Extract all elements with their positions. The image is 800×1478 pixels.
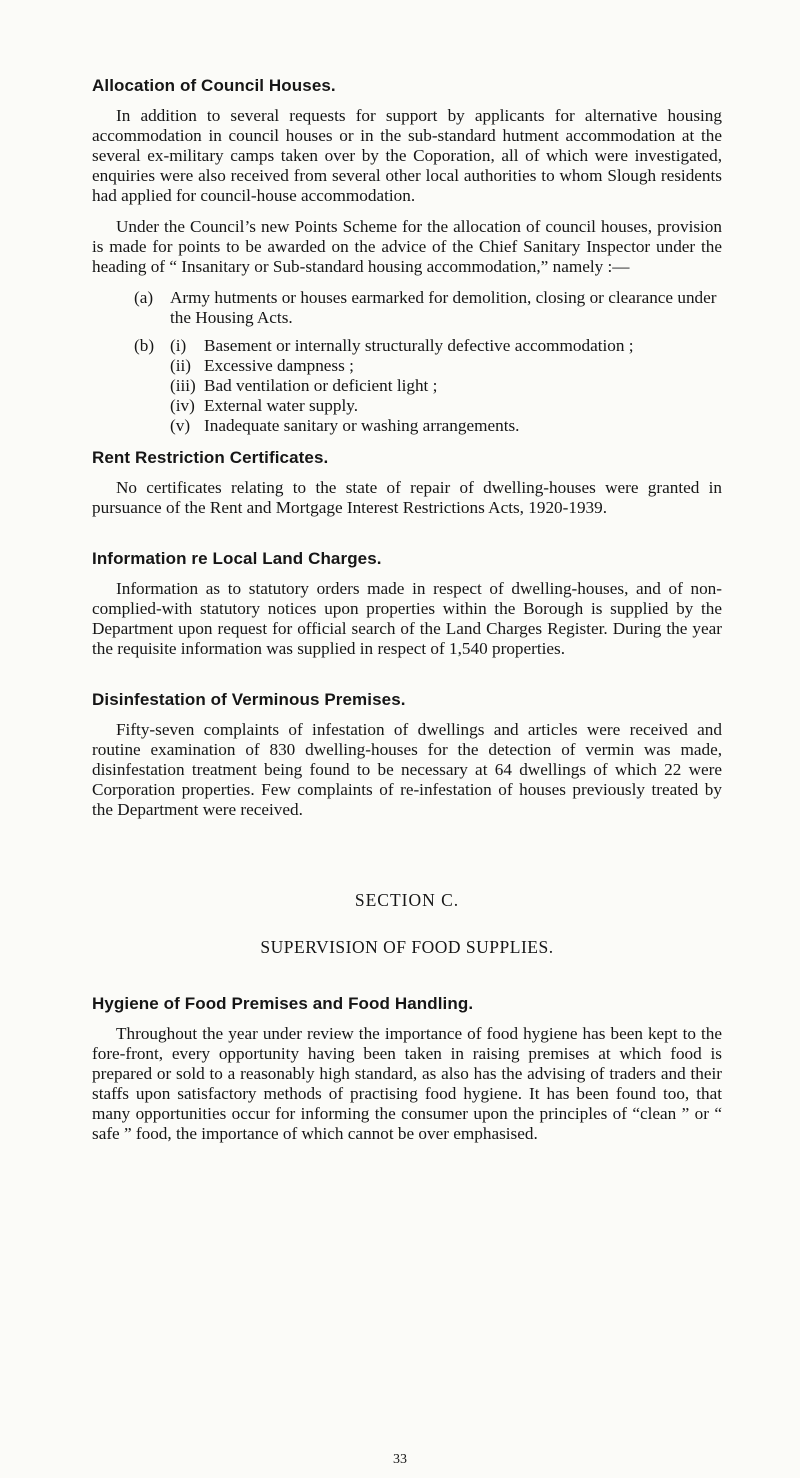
page-number: 33: [393, 1452, 407, 1467]
paragraph-allocation-1: In addition to several requests for support by applicants for alternative housing accommodation in council houses or in the sub-standard hutment accommodation at the several ex-military camps taken over by the Coporation, all of which were investigated, enquiries were also received from several other local authorities to whom Slough residents had applied for council-house accommodation.: [92, 106, 722, 205]
list-label-b: (b): [134, 336, 155, 355]
sublist-item: [170, 356, 634, 376]
sublist-text: Basement or internally structurally defective accommodation ;: [204, 336, 634, 355]
sublist-num: (v): [170, 416, 191, 435]
sublist-b: [170, 336, 634, 436]
sublist-num: (iii): [170, 376, 196, 395]
section-c-title: SECTION C.: [354, 890, 460, 910]
list-label-a: (a): [134, 288, 154, 307]
sublist-text: Inadequate sanitary or washing arrangements.: [204, 416, 520, 435]
sublist-item: [170, 336, 634, 356]
list-text-a: Army hutments or houses earmarked for demolition, closing or clearance under the Housing Acts.: [170, 288, 717, 327]
sublist-num: (iv): [170, 396, 195, 415]
paragraph-disinfestation: Fifty-seven complaints of infestation of dwellings and articles were received and routine examination of 830 dwelling-houses for the detection of vermin was made, disinfestation treatment being found to be necessary at 64 dwellings of which 22 were Corporation properties. Few complaints of re-infestation of houses previously treated by the Department were received.: [92, 720, 722, 819]
list-item-b: [134, 336, 722, 436]
heading-rent: Rent Restriction Certificates.: [92, 448, 329, 467]
points-list: [92, 288, 722, 436]
sublist-item: [170, 376, 634, 396]
sublist-text: External water supply.: [204, 396, 358, 415]
heading-land-charges: Information re Local Land Charges.: [92, 549, 382, 568]
sublist-item: [170, 396, 634, 416]
sublist-text: Excessive dampness ;: [204, 356, 354, 375]
paragraph-allocation-2: Under the Council’s new Points Scheme for the allocation of council houses, provision is made for points to be awarded on the advice of the Chief Sanitary Inspector under the heading of “ Insanitary or Sub-standard housing accommodation,” namely :—: [92, 217, 722, 276]
sublist-num: (ii): [170, 356, 191, 375]
heading-disinfestation: Disinfestation of Verminous Premises.: [92, 690, 406, 709]
supervision-title: SUPERVISION OF FOOD SUPPLIES.: [260, 937, 554, 957]
heading-allocation: Allocation of Council Houses.: [92, 76, 336, 95]
sublist-item: [170, 416, 634, 436]
list-item-a: [134, 288, 722, 328]
paragraph-hygiene: Throughout the year under review the importance of food hygiene has been kept to the fore-front, every opportunity having been taken in raising premises at which food is prepared or sold to a reasonably high standard, as also has the advising of traders and their staffs upon satisfactory methods of practising food hygiene. It has been found too, that many opportunities occur for informing the consumer upon the principles of “clean ” or “ safe ” food, the importance of which cannot be over emphasised.: [92, 1024, 722, 1143]
sublist-text: Bad ventilation or deficient light ;: [204, 376, 438, 395]
sublist-num: (i): [170, 336, 187, 355]
paragraph-rent: No certificates relating to the state of repair of dwelling-houses were granted in pursuance of the Rent and Mortgage Interest Restrictions Acts, 1920-1939.: [92, 478, 722, 517]
heading-hygiene: Hygiene of Food Premises and Food Handling.: [92, 994, 474, 1013]
paragraph-land-charges: Information as to statutory orders made in respect of dwelling-houses, and of non-complied-with statutory notices upon properties within the Borough is supplied by the Department upon request for official search of the Land Charges Register. During the year the requisite information was supplied in respect of 1,540 properties.: [92, 579, 722, 658]
